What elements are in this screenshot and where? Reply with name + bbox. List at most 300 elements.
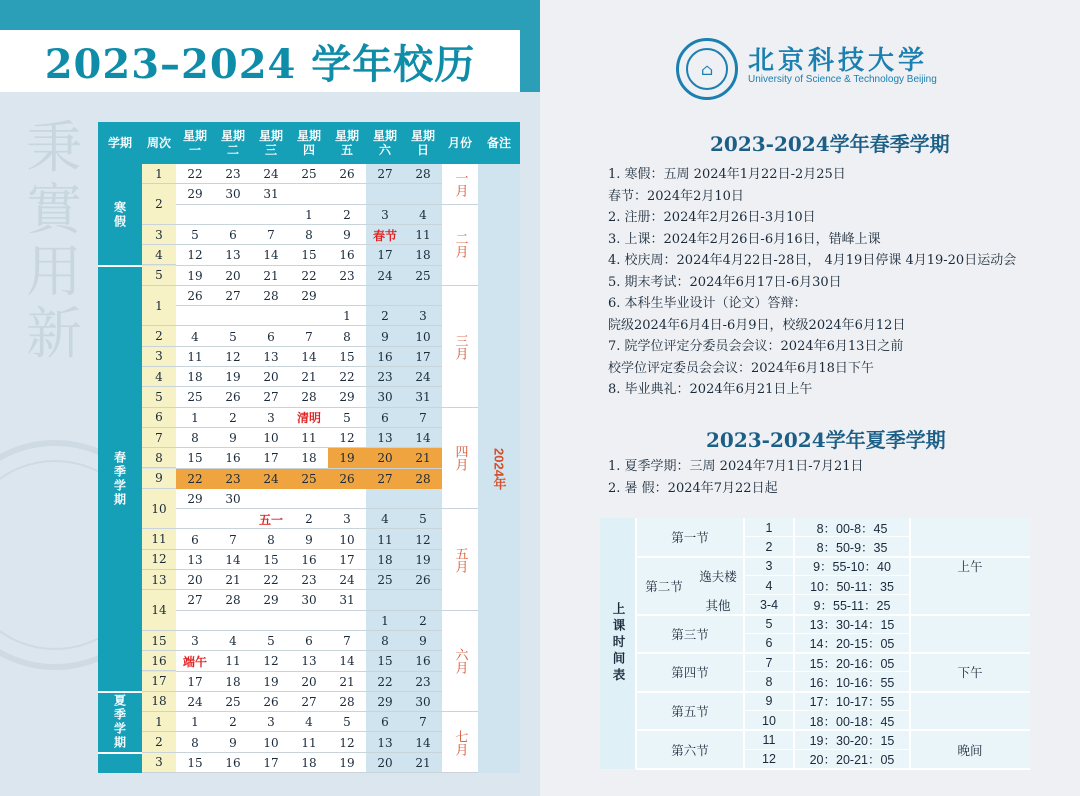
day-cell: 5: [343, 715, 351, 730]
day-cell: 4: [381, 512, 389, 527]
period-divider: [744, 768, 910, 769]
day-cell: [404, 489, 442, 509]
motto-char: 秉: [26, 116, 82, 181]
day-cell: 2: [419, 613, 427, 628]
day-cell: [214, 306, 252, 326]
day-cell: [328, 489, 366, 509]
day-cell: 20: [377, 755, 393, 770]
spring-term-title: 2023-2024学年春季学期: [710, 132, 950, 156]
day-cell: 10: [415, 329, 431, 344]
day-cell: 9: [229, 431, 237, 446]
header-week: 周次: [142, 122, 176, 164]
week-number: 4: [142, 245, 176, 265]
day-cell: 30: [301, 593, 317, 608]
week-number: 4: [142, 367, 176, 387]
day-cell: 13: [263, 349, 279, 364]
period-time: 15：20-16：05: [809, 656, 895, 671]
day-cell: 12: [339, 431, 355, 446]
day-cell: 4: [305, 715, 313, 730]
day-cell: 2: [343, 207, 351, 222]
day-cell: [252, 306, 290, 326]
day-cell: 19: [225, 370, 241, 385]
day-cell: 8: [191, 735, 199, 750]
day-cell: 7: [229, 532, 237, 547]
period-number: 9: [765, 694, 773, 709]
title-box: [0, 30, 520, 92]
week-number: 5: [142, 387, 176, 407]
header-day: 星期 四: [290, 122, 328, 164]
day-cell: 25: [415, 268, 431, 283]
day-cell: 3: [267, 715, 275, 730]
week-number: 17: [142, 672, 176, 692]
day-cell: 3: [191, 634, 199, 649]
day-cell: 15: [301, 248, 317, 263]
day-cell: 29: [263, 593, 279, 608]
week-number: 8: [142, 448, 176, 468]
day-cell: 3: [267, 410, 275, 425]
period-number: 2: [765, 539, 773, 554]
day-cell: 10: [339, 532, 355, 547]
day-cell: 29: [301, 288, 317, 303]
slot-label: 上午: [957, 560, 983, 575]
day-cell: 13: [301, 654, 317, 669]
period-number: 3: [765, 559, 773, 574]
term-divider: [98, 752, 142, 754]
note-label: 2024年: [491, 447, 507, 490]
day-cell: 16: [225, 755, 241, 770]
day-cell: 25: [290, 469, 328, 489]
day-cell: 21: [415, 755, 431, 770]
day-cell: 26: [225, 390, 241, 405]
day-cell: 27: [301, 694, 317, 709]
day-cell: 24: [252, 469, 290, 489]
day-cell: [214, 509, 252, 529]
day-cell: 29: [377, 694, 393, 709]
day-cell: 23: [339, 268, 355, 283]
day-cell: 12: [187, 248, 203, 263]
day-cell: 16: [225, 451, 241, 466]
day-cell: 27: [263, 390, 279, 405]
day-cell: 9: [305, 532, 313, 547]
day-cell: 19: [415, 552, 431, 567]
day-cell: 端午: [182, 654, 207, 669]
day-cell: 11: [187, 349, 203, 364]
day-cell: 9: [419, 634, 427, 649]
day-cell: [366, 286, 404, 306]
week-number: 14: [142, 590, 176, 631]
week-number: 1: [142, 286, 176, 327]
day-cell: [328, 286, 366, 306]
day-cell: [214, 205, 252, 225]
term-label: 夏季学期: [112, 694, 127, 751]
spring-term-item: 5. 期末考试：2024年6月17日-6月30日: [608, 274, 842, 290]
day-cell: 22: [301, 268, 317, 283]
spring-term-item: 1. 寒假：五周 2024年1月22日-2月25日: [608, 167, 846, 182]
week-number: 5: [142, 266, 176, 286]
week-number: 2: [142, 184, 176, 225]
day-cell: 22: [263, 573, 279, 588]
day-cell: 6: [381, 410, 389, 425]
day-cell: 30: [377, 390, 393, 405]
period-time: 14：20-15：05: [809, 637, 895, 652]
week-number: 10: [142, 489, 176, 530]
period-time: 19：30-20：15: [809, 733, 895, 748]
day-cell: 25: [187, 390, 203, 405]
day-cell: 24: [415, 370, 431, 385]
day-cell: 24: [263, 167, 279, 182]
day-cell: 16: [415, 654, 431, 669]
day-cell: 13: [225, 248, 241, 263]
motto-decoration: [26, 118, 80, 366]
day-cell: 6: [381, 715, 389, 730]
day-cell: 23: [214, 469, 252, 489]
period-number: 8: [765, 675, 773, 690]
day-cell: 2: [381, 309, 389, 324]
period-time: 18：00-18：45: [809, 714, 895, 729]
day-cell: 7: [419, 410, 427, 425]
day-cell: 25: [301, 167, 317, 182]
month-label: 二月: [452, 232, 468, 259]
day-cell: 2: [229, 410, 237, 425]
day-cell: 21: [404, 448, 442, 468]
day-cell: 27: [377, 167, 393, 182]
week-number: 7: [142, 428, 176, 448]
period-time: 8：00-8：45: [816, 521, 888, 536]
month-label: 四月: [452, 445, 468, 472]
day-cell: 10: [263, 431, 279, 446]
day-cell: 28: [404, 469, 442, 489]
header-day: 星期 五: [328, 122, 366, 164]
week-number: 18: [142, 692, 176, 712]
day-cell: 11: [415, 228, 431, 243]
day-cell: 13: [377, 735, 393, 750]
day-cell: 1: [191, 715, 199, 730]
day-cell: 19: [187, 268, 203, 283]
schedule-label: 上课时间表: [611, 602, 625, 685]
day-cell: 9: [381, 329, 389, 344]
summer-term-title: 2023-2024学年夏季学期: [706, 428, 946, 452]
day-cell: [290, 184, 328, 204]
week-number: 3: [142, 753, 176, 773]
month-label: 三月: [452, 333, 468, 360]
building-label: 逸夫楼: [699, 569, 737, 584]
day-cell: 23: [377, 370, 393, 385]
section-label: 第一节: [671, 531, 709, 546]
day-cell: 6: [267, 329, 275, 344]
building-label: 其他: [705, 598, 731, 613]
spring-term-item: 春节：2024年2月10日: [608, 188, 744, 204]
day-cell: 4: [229, 634, 237, 649]
day-cell: [214, 611, 252, 631]
spring-term-item: 院级2024年6月4日-6月9日，校级2024年6月12日: [608, 317, 906, 333]
day-cell: 8: [305, 228, 313, 243]
period-time: 9：55-11：25: [813, 598, 891, 613]
motto-char: 用: [26, 240, 82, 305]
week-number: 15: [142, 631, 176, 651]
period-number: 6: [765, 636, 773, 651]
day-cell: 7: [343, 634, 351, 649]
week-number: 9: [142, 469, 176, 489]
spring-term-item: 8. 毕业典礼：2024年6月21日上午: [608, 382, 813, 397]
day-cell: [176, 509, 214, 529]
day-cell: 9: [229, 735, 237, 750]
col-divider: [743, 518, 745, 769]
day-cell: 五一: [258, 512, 283, 527]
day-cell: 17: [187, 674, 203, 689]
day-cell: 2: [229, 715, 237, 730]
day-cell: 15: [377, 654, 393, 669]
spring-term-item: 3. 上课：2024年2月26日-6月16日，错峰上课: [608, 231, 881, 247]
day-cell: 16: [339, 248, 355, 263]
week-number: 1: [142, 164, 176, 184]
period-number: 12: [762, 752, 776, 767]
spring-term-item: 7. 院学位评定分委员会会议：2024年6月13日之前: [608, 339, 904, 354]
day-cell: 7: [419, 715, 427, 730]
period-number: 11: [762, 732, 776, 747]
period-time: 9：55-10：40: [813, 560, 891, 575]
day-cell: 14: [301, 349, 317, 364]
day-cell: 22: [339, 370, 355, 385]
day-cell: 8: [381, 634, 389, 649]
day-cell: 3: [419, 309, 427, 324]
day-cell: 5: [267, 634, 275, 649]
day-cell: 23: [225, 167, 241, 182]
period-time: 10：50-11：35: [810, 579, 894, 594]
day-cell: [328, 611, 366, 631]
class-schedule-table: [600, 518, 1030, 770]
logo-emblem-icon: ⌂: [686, 48, 728, 90]
day-cell: 4: [191, 329, 199, 344]
day-cell: [290, 611, 328, 631]
day-cell: [176, 205, 214, 225]
day-cell: 11: [301, 431, 317, 446]
day-cell: 21: [301, 370, 317, 385]
day-cell: 28: [225, 593, 241, 608]
term-label: 春季学期: [112, 450, 127, 507]
day-cell: 29: [339, 390, 355, 405]
day-cell: [252, 205, 290, 225]
day-cell: 24: [377, 268, 393, 283]
period-time: 20：20-21：05: [809, 753, 895, 768]
day-cell: 17: [263, 451, 279, 466]
spring-term-item: 4. 校庆周：2024年4月22日-28日， 4月19日停课 4月19-20日运动会: [608, 253, 1017, 268]
day-cell: 19: [339, 755, 355, 770]
day-cell: 7: [305, 329, 313, 344]
day-cell: 24: [187, 694, 203, 709]
header-month: 月份: [442, 122, 478, 164]
day-cell: 25: [377, 573, 393, 588]
col-divider: [793, 518, 795, 769]
day-cell: 15: [187, 755, 203, 770]
day-cell: 3: [381, 207, 389, 222]
week-number: 12: [142, 550, 176, 570]
day-cell: 21: [263, 268, 279, 283]
day-cell: 29: [187, 491, 203, 506]
day-cell: 31: [339, 593, 355, 608]
day-cell: 13: [187, 552, 203, 567]
day-cell: 5: [191, 228, 199, 243]
day-cell: [404, 184, 442, 204]
day-cell: 1: [343, 309, 351, 324]
header-day: 星期 日: [404, 122, 442, 164]
day-cell: 18: [301, 451, 317, 466]
week-number: 3: [142, 225, 176, 245]
header-term: 学期: [98, 122, 142, 164]
day-cell: 18: [301, 755, 317, 770]
day-cell: 13: [377, 431, 393, 446]
day-cell: 28: [415, 167, 431, 182]
day-cell: 5: [229, 329, 237, 344]
spring-term-item: 2. 注册：2024年2月26日-3月10日: [608, 210, 816, 225]
week-number: 11: [142, 529, 176, 549]
day-cell: 30: [225, 187, 241, 202]
term-label: 寒假: [112, 200, 127, 229]
day-cell: 14: [415, 431, 431, 446]
period-time: 13：30-14：15: [809, 618, 895, 633]
header-day: 星期 三: [252, 122, 290, 164]
day-cell: 20: [187, 573, 203, 588]
day-cell: 19: [328, 448, 366, 468]
week-number: 3: [142, 347, 176, 367]
day-cell: 12: [263, 654, 279, 669]
week-number: 2: [142, 326, 176, 346]
day-cell: 17: [377, 248, 393, 263]
slot-label: 下午: [957, 666, 983, 681]
day-cell: 21: [225, 573, 241, 588]
day-cell: 11: [377, 532, 393, 547]
day-cell: 20: [366, 448, 404, 468]
day-cell: 8: [267, 532, 275, 547]
day-cell: 26: [415, 573, 431, 588]
week-number: 13: [142, 570, 176, 590]
week-number: 16: [142, 651, 176, 671]
section-label: 第六节: [671, 743, 709, 758]
day-cell: [404, 590, 442, 610]
day-cell: 19: [263, 674, 279, 689]
motto-char: 新: [26, 302, 82, 367]
day-cell: 4: [419, 207, 427, 222]
month-label: 七月: [452, 729, 468, 756]
day-cell: 1: [381, 613, 389, 628]
day-cell: 14: [415, 735, 431, 750]
university-name-cn: 北京科技大学: [748, 46, 929, 76]
day-cell: 30: [225, 491, 241, 506]
section-label: 第二节: [645, 579, 683, 594]
slot-label: 晚间: [957, 743, 983, 758]
section-label: 第四节: [671, 666, 709, 681]
day-cell: 15: [263, 552, 279, 567]
day-cell: 14: [225, 552, 241, 567]
day-cell: 27: [187, 593, 203, 608]
day-cell: 23: [301, 573, 317, 588]
day-cell: 25: [225, 694, 241, 709]
day-cell: 12: [339, 735, 355, 750]
day-cell: 23: [415, 674, 431, 689]
day-cell: 12: [415, 532, 431, 547]
day-cell: 11: [225, 654, 241, 669]
day-cell: 29: [187, 187, 203, 202]
day-cell: [176, 611, 214, 631]
day-cell: 18: [225, 674, 241, 689]
day-cell: 14: [263, 248, 279, 263]
section-label: 第五节: [671, 704, 709, 719]
spring-term-item: 校学位评定委员会会议：2024年6月18日下午: [608, 360, 874, 376]
day-cell: [404, 286, 442, 306]
day-cell: 16: [377, 349, 393, 364]
month-label: 一月: [452, 171, 468, 198]
day-cell: 26: [263, 694, 279, 709]
day-cell: 1: [191, 410, 199, 425]
day-cell: [252, 611, 290, 631]
day-cell: 21: [339, 674, 355, 689]
day-cell: 8: [191, 431, 199, 446]
day-cell: 10: [263, 735, 279, 750]
summer-term-item: 1. 夏季学期：三周 2024年7月1日-7月21日: [608, 459, 864, 474]
day-cell: 11: [301, 735, 317, 750]
day-cell: [252, 489, 290, 509]
day-cell: 17: [263, 755, 279, 770]
header-day: 星期 二: [214, 122, 252, 164]
day-cell: 6: [305, 634, 313, 649]
day-cell: 5: [343, 410, 351, 425]
day-cell: 1: [305, 207, 313, 222]
day-cell: 28: [301, 390, 317, 405]
motto-char: 實: [26, 178, 82, 243]
day-cell: 16: [301, 552, 317, 567]
day-cell: 22: [187, 167, 203, 182]
period-time: 8：50-9：35: [816, 540, 888, 555]
header-note: 备注: [478, 122, 520, 164]
day-cell: 30: [415, 694, 431, 709]
day-cell: 31: [415, 390, 431, 405]
day-cell: 6: [191, 532, 199, 547]
day-cell: 26: [328, 469, 366, 489]
spring-term-item: 6. 本科生毕业设计（论文）答辩：: [608, 296, 807, 311]
period-number: 3-4: [759, 597, 779, 612]
day-cell: 5: [419, 512, 427, 527]
day-cell: 20: [225, 268, 241, 283]
day-cell: 12: [225, 349, 241, 364]
summer-term-item: 2. 暑 假：2024年7月22日起: [608, 480, 778, 496]
day-cell: [290, 489, 328, 509]
section-label: 第三节: [671, 627, 709, 642]
period-number: 1: [765, 520, 773, 535]
day-cell: 18: [187, 370, 203, 385]
day-cell: 28: [339, 694, 355, 709]
day-cell: 22: [377, 674, 393, 689]
col-divider: [635, 518, 637, 769]
day-cell: 24: [339, 573, 355, 588]
day-cell: 14: [339, 654, 355, 669]
day-cell: 6: [229, 228, 237, 243]
page-title: 2023–2024 学年校历: [44, 40, 476, 88]
day-cell: [366, 184, 404, 204]
day-cell: 15: [339, 349, 355, 364]
day-cell: 22: [176, 469, 214, 489]
day-cell: 17: [415, 349, 431, 364]
day-cell: 9: [343, 228, 351, 243]
day-cell: 26: [339, 167, 355, 182]
day-cell: [176, 306, 214, 326]
day-cell: 7: [267, 228, 275, 243]
day-cell: 31: [263, 187, 279, 202]
day-cell: 3: [343, 512, 351, 527]
day-cell: 春节: [372, 228, 397, 243]
day-cell: 17: [339, 552, 355, 567]
university-name-en: University of Science & Technology Beijing: [748, 74, 937, 85]
week-number: 2: [142, 732, 176, 752]
period-time: 16：10-16：55: [809, 676, 895, 691]
